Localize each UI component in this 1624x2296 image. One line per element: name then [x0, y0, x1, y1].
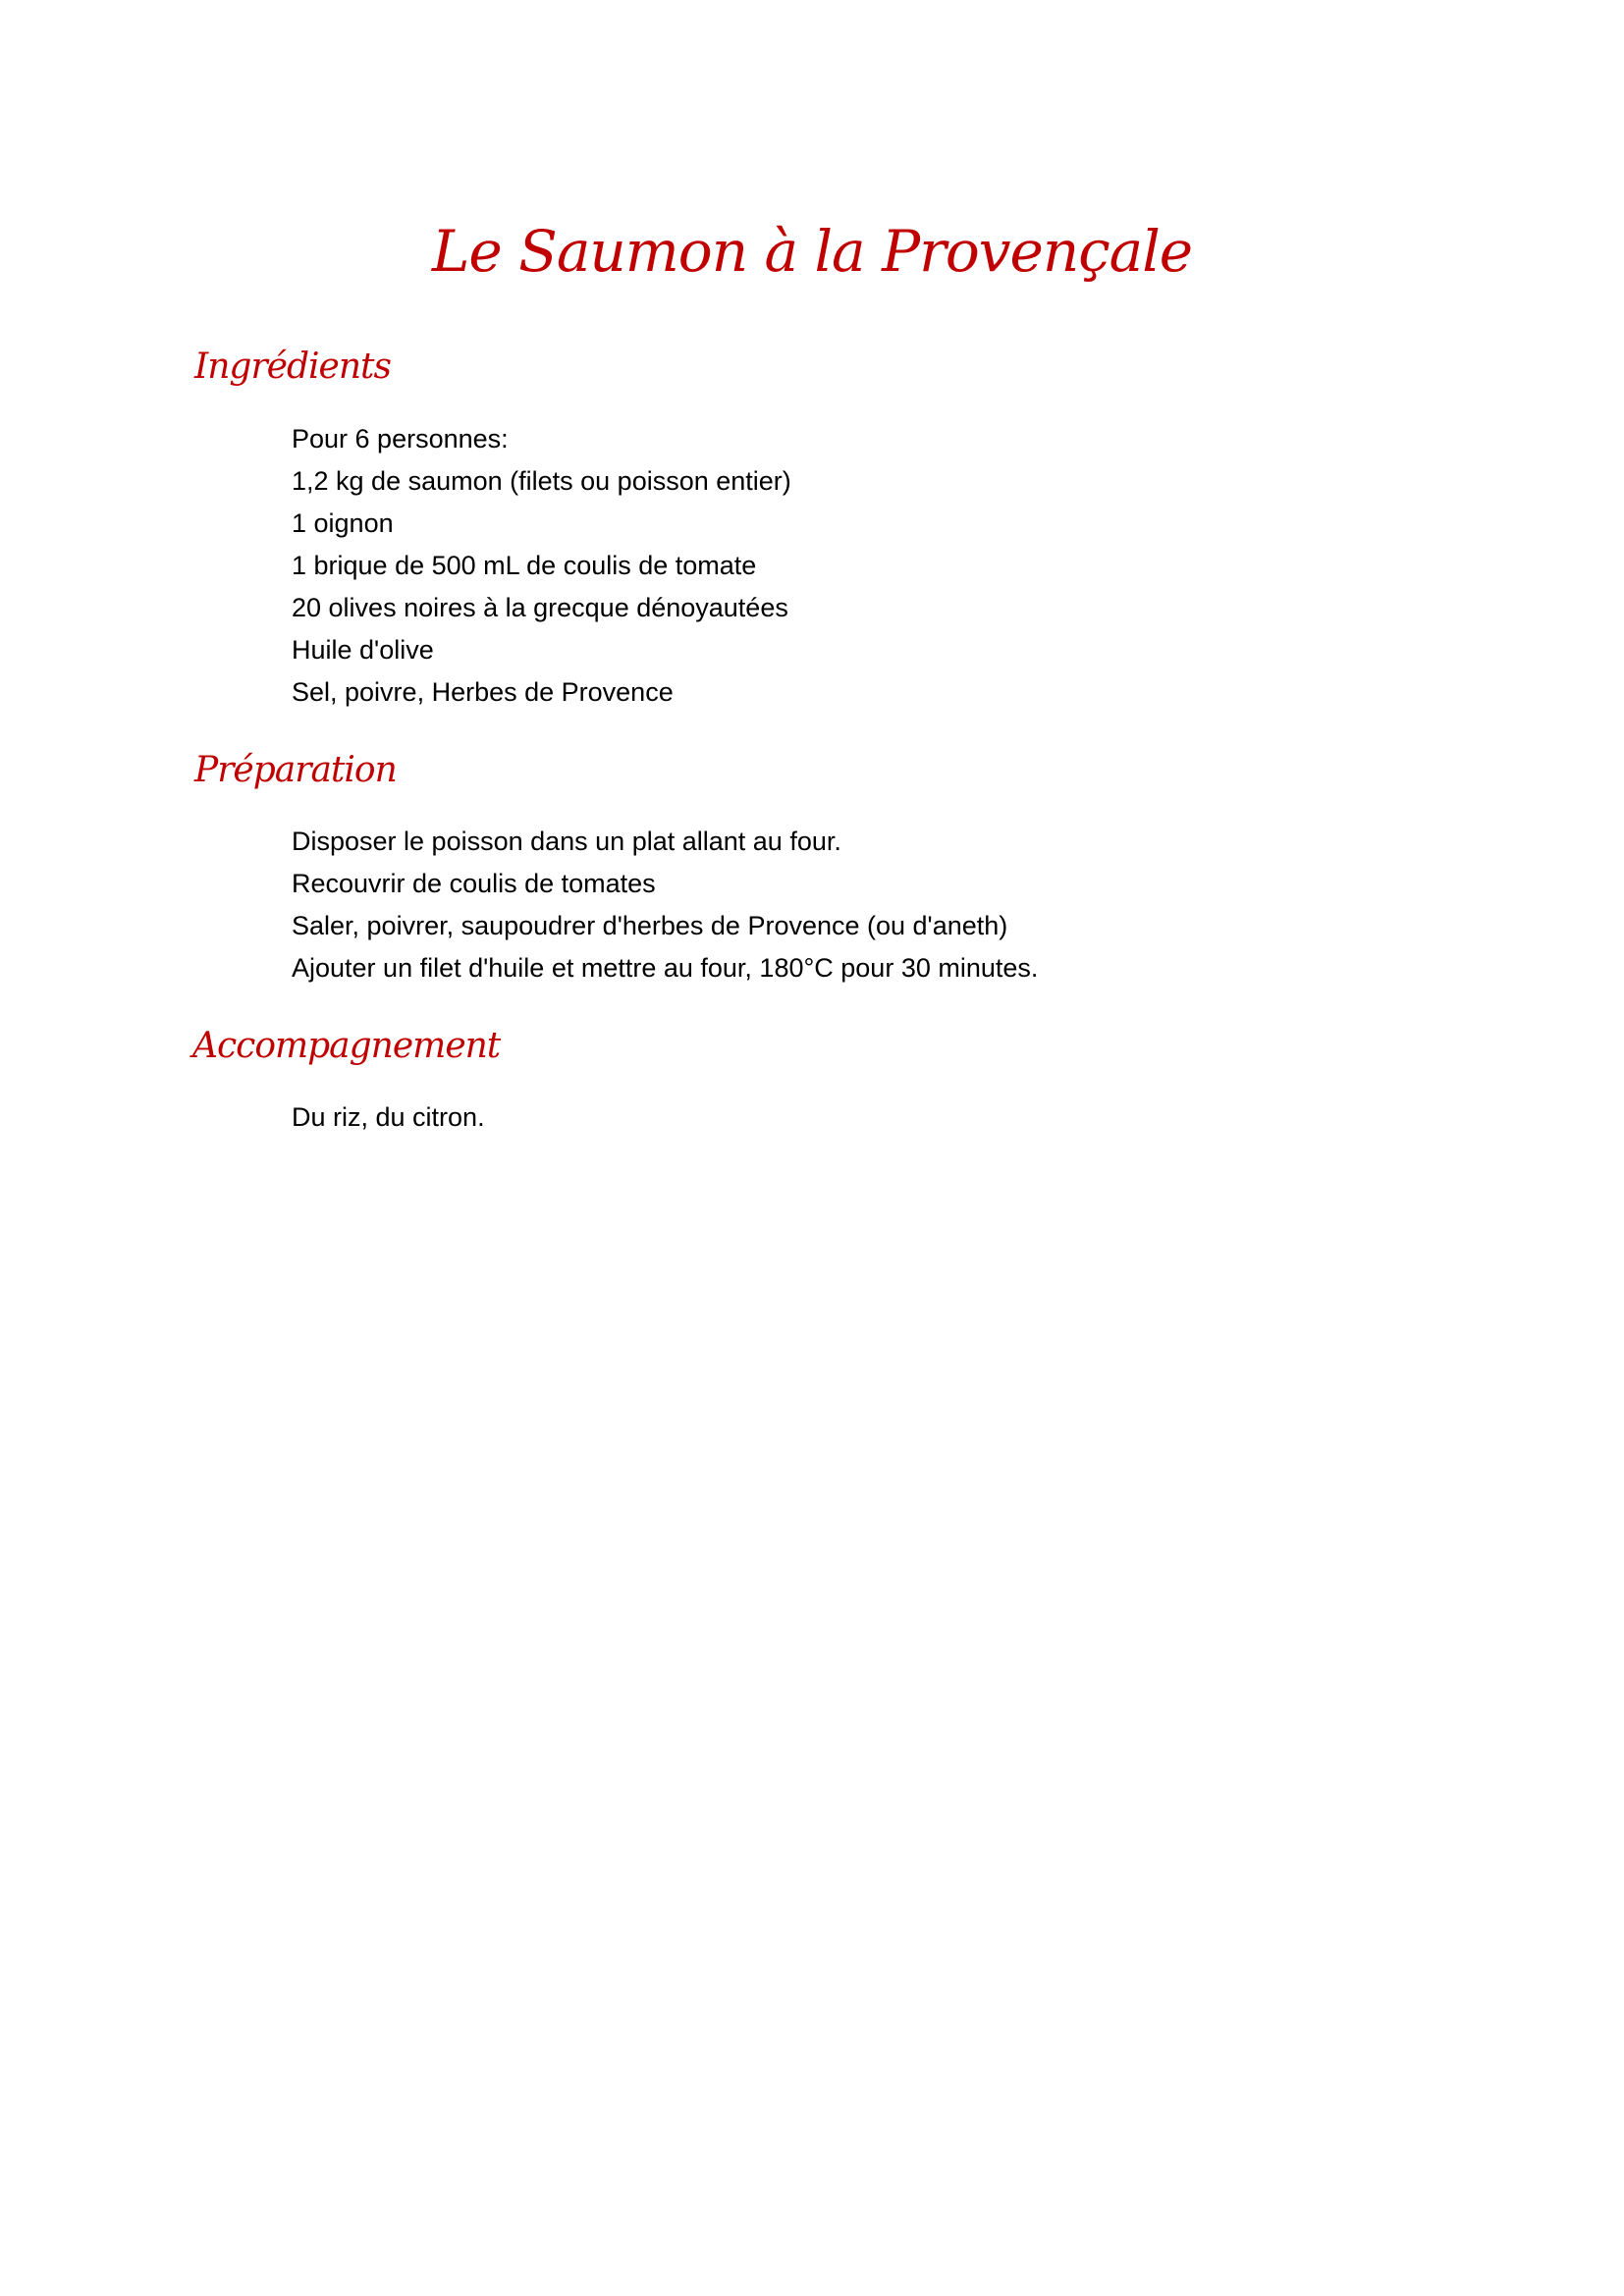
list-item: Saler, poivrer, saupoudrer d'herbes de Provence (ou d'aneth)	[292, 911, 1008, 940]
list-item: Recouvrir de coulis de tomates	[292, 869, 656, 898]
list-item: 1 oignon	[292, 508, 394, 538]
list-item: Disposer le poisson dans un plat allant au four.	[292, 827, 841, 856]
section-heading-preparation: Préparation	[194, 750, 397, 790]
section-heading-ingredients: Ingrédients	[194, 347, 391, 387]
preparation-list	[292, 821, 1038, 989]
list-item: Huile d'olive	[292, 635, 434, 665]
section-heading-accompagnement: Accompagnement	[192, 1026, 501, 1066]
accompagnement-list	[292, 1096, 485, 1139]
list-item: 20 olives noires à la grecque dénoyautées	[292, 593, 788, 622]
list-item: 1,2 kg de saumon (filets ou poisson entier)	[292, 466, 791, 496]
recipe-title: Le Saumon à la Provençale	[431, 218, 1193, 285]
list-item: 1 brique de 500 mL de coulis de tomate	[292, 551, 757, 580]
list-item: Ajouter un filet d'huile et mettre au four, 180°C pour 30 minutes.	[292, 953, 1039, 983]
list-item: Sel, poivre, Herbes de Provence	[292, 677, 674, 707]
list-item: Pour 6 personnes:	[292, 424, 509, 454]
ingredients-list	[292, 418, 791, 714]
list-item: Du riz, du citron.	[292, 1102, 485, 1132]
